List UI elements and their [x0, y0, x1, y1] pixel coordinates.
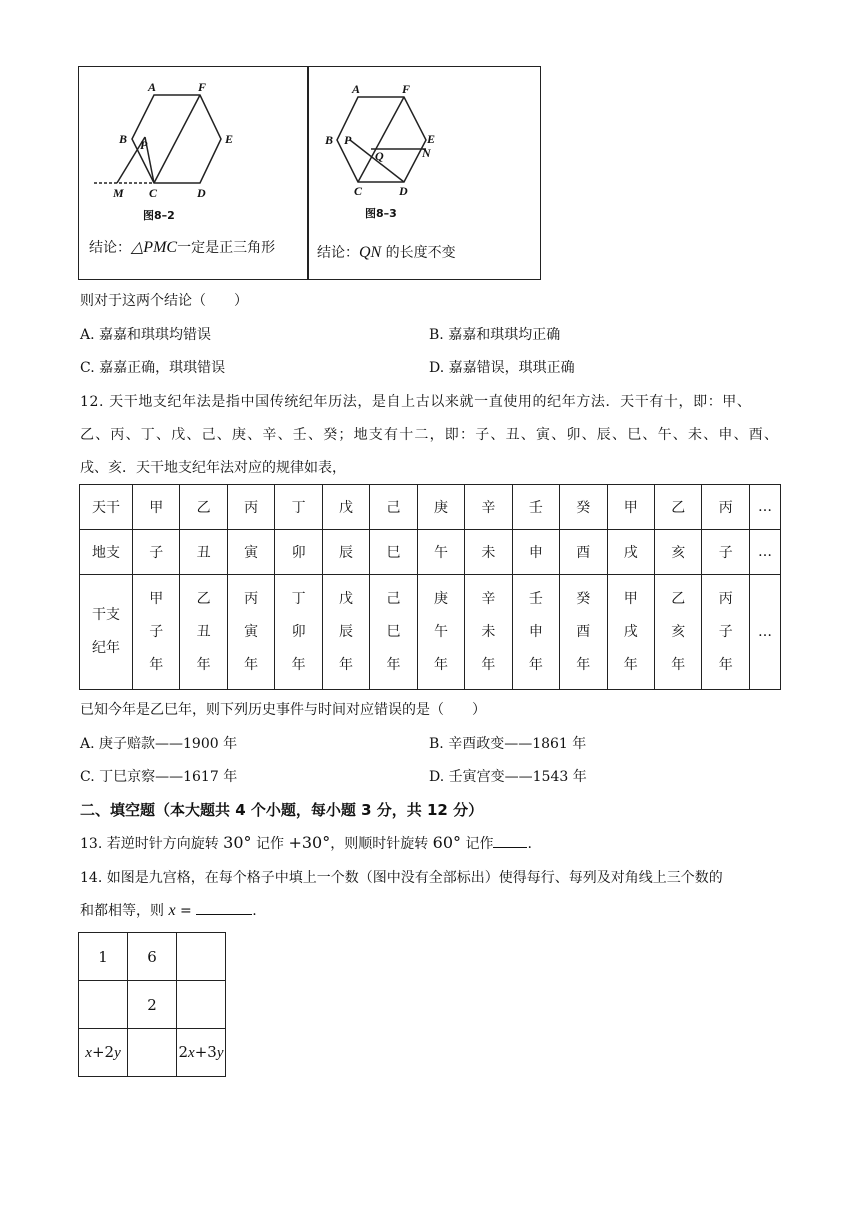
row-header-dizhi: 地支 — [80, 530, 133, 575]
label-N: N — [422, 146, 431, 160]
label-A: A — [352, 82, 361, 96]
ganzhi-year-cell: 丙 子 年 — [702, 575, 750, 690]
q12-line-2: 乙、丙、丁、戊、己、庚、辛、壬、癸；地支有十二，即：子、丑、寅、卯、辰、巳、午、未、申、酉、 — [80, 427, 780, 443]
label-P: P — [140, 138, 148, 152]
ganzhi-year-cell: 壬 申 年 — [512, 575, 559, 690]
q11-option-b[interactable]: B. 嘉嘉和琪琪均正确 — [429, 327, 561, 343]
ganzhi-year-cell: 癸 酉 年 — [560, 575, 607, 690]
q14-line-1: 14. 如图是九宫格，在每个格子中填上一个数（图中没有全部标出）使得每行、每列及对角线上三个数的 — [80, 870, 723, 886]
q12-line-1: 12. 天干地支纪年法是指中国传统纪年历法，是自上古以来就一直使用的纪年方法．天干有十，即：甲、 — [80, 394, 752, 410]
label-Q: Q — [375, 149, 384, 163]
q12-option-d[interactable]: D. 壬寅宫变——1543 年 — [429, 769, 587, 785]
ganzhi-year-cell: 丁 卯 年 — [275, 575, 322, 690]
grid-cell: 6 — [128, 933, 177, 981]
q11-option-d[interactable]: D. 嘉嘉错误，琪琪正确 — [429, 360, 575, 376]
q13-answer-blank[interactable] — [493, 834, 527, 848]
q12-option-b[interactable]: B. 辛酉政变——1861 年 — [429, 736, 587, 752]
ganzhi-table: 天干 甲 乙 丙 丁 戊 己 庚 辛 壬 癸 甲 乙 丙 … 地支 子 丑 寅 卯 辰 巳 午 未 申 酉 戌 亥 子 … 干支 纪年 甲 子 年 乙 丑 年 丙 寅 年 丁 卯 年 戊 辰 年 己 巳 年 庚 午 年 辛 未 年 壬 申 年 癸 酉 年 甲 戌 年 乙 亥 年 丙 子 年 … — [79, 484, 781, 690]
q12-option-c[interactable]: C. 丁巳京察——1617 年 — [80, 769, 238, 785]
grid-cell — [128, 1029, 177, 1077]
nine-grid — [78, 932, 226, 1077]
caption-8-2: 图8–2 — [143, 209, 175, 222]
row-header-tiangan: 天干 — [80, 485, 133, 530]
grid-cell — [177, 981, 226, 1029]
q12-line-3: 戌、亥．天干地支纪年法对应的规律如表， — [80, 460, 346, 476]
ganzhi-year-cell: 丙 寅 年 — [227, 575, 274, 690]
ganzhi-year-cell: 庚 午 年 — [417, 575, 464, 690]
grid-cell — [79, 981, 128, 1029]
q14-line-2: 和都相等，则 x = . — [80, 902, 257, 919]
grid-cell: 2x+3y — [177, 1029, 226, 1077]
label-B: B — [325, 133, 334, 147]
q11-stem: 则对于这两个结论（ ） — [80, 293, 248, 309]
label-E: E — [225, 132, 234, 146]
q13-line: 13. 若逆时针方向旋转 30° 记作 +30°，则顺时针旋转 60° 记作 . — [80, 833, 532, 852]
q11-option-a[interactable]: A. 嘉嘉和琪琪均错误 — [80, 327, 212, 343]
figure-box — [78, 66, 541, 280]
label-M: M — [113, 186, 124, 200]
label-D: D — [399, 184, 408, 198]
q12-option-a[interactable]: A. 庚子赔款——1900 年 — [80, 736, 238, 752]
conclusion-right: 结论：QN 的长度不变 — [317, 244, 456, 261]
grid-cell — [177, 933, 226, 981]
hexagon-figure-8-3 — [308, 67, 540, 217]
label-A: A — [148, 80, 157, 94]
grid-cell: 2 — [128, 981, 177, 1029]
label-C: C — [354, 184, 363, 198]
grid-cell: 1 — [79, 933, 128, 981]
q11-option-c[interactable]: C. 嘉嘉正确，琪琪错误 — [80, 360, 226, 376]
ganzhi-year-cell: 甲 戌 年 — [607, 575, 654, 690]
grid-cell: x+2y — [79, 1029, 128, 1077]
ganzhi-year-cell: 甲 子 年 — [133, 575, 180, 690]
label-P: P — [344, 133, 352, 147]
q14-answer-blank[interactable] — [196, 901, 252, 915]
label-F: F — [198, 80, 207, 94]
ganzhi-year-cell: 乙 丑 年 — [180, 575, 227, 690]
label-E: E — [427, 132, 436, 146]
ganzhi-year-cell: 戊 辰 年 — [322, 575, 369, 690]
q12-question: 已知今年是乙巳年，则下列历史事件与时间对应错误的是（ ） — [80, 702, 486, 718]
conclusion-left: 结论：△PMC一定是正三角形 — [89, 239, 276, 256]
label-C: C — [149, 186, 158, 200]
label-B: B — [119, 132, 128, 146]
label-D: D — [197, 186, 206, 200]
label-F: F — [402, 82, 411, 96]
ganzhi-year-cell: 己 巳 年 — [370, 575, 417, 690]
ganzhi-year-cell: 乙 亥 年 — [654, 575, 701, 690]
row-header-ganzhi: 干支 纪年 — [80, 575, 133, 690]
caption-8-3: 图8–3 — [365, 207, 397, 220]
hexagon-figure-8-2 — [79, 67, 307, 217]
ganzhi-year-cell: 辛 未 年 — [465, 575, 512, 690]
section-2-title: 二、填空题（本大题共 4 个小题，每小题 3 分，共 12 分） — [80, 801, 484, 819]
